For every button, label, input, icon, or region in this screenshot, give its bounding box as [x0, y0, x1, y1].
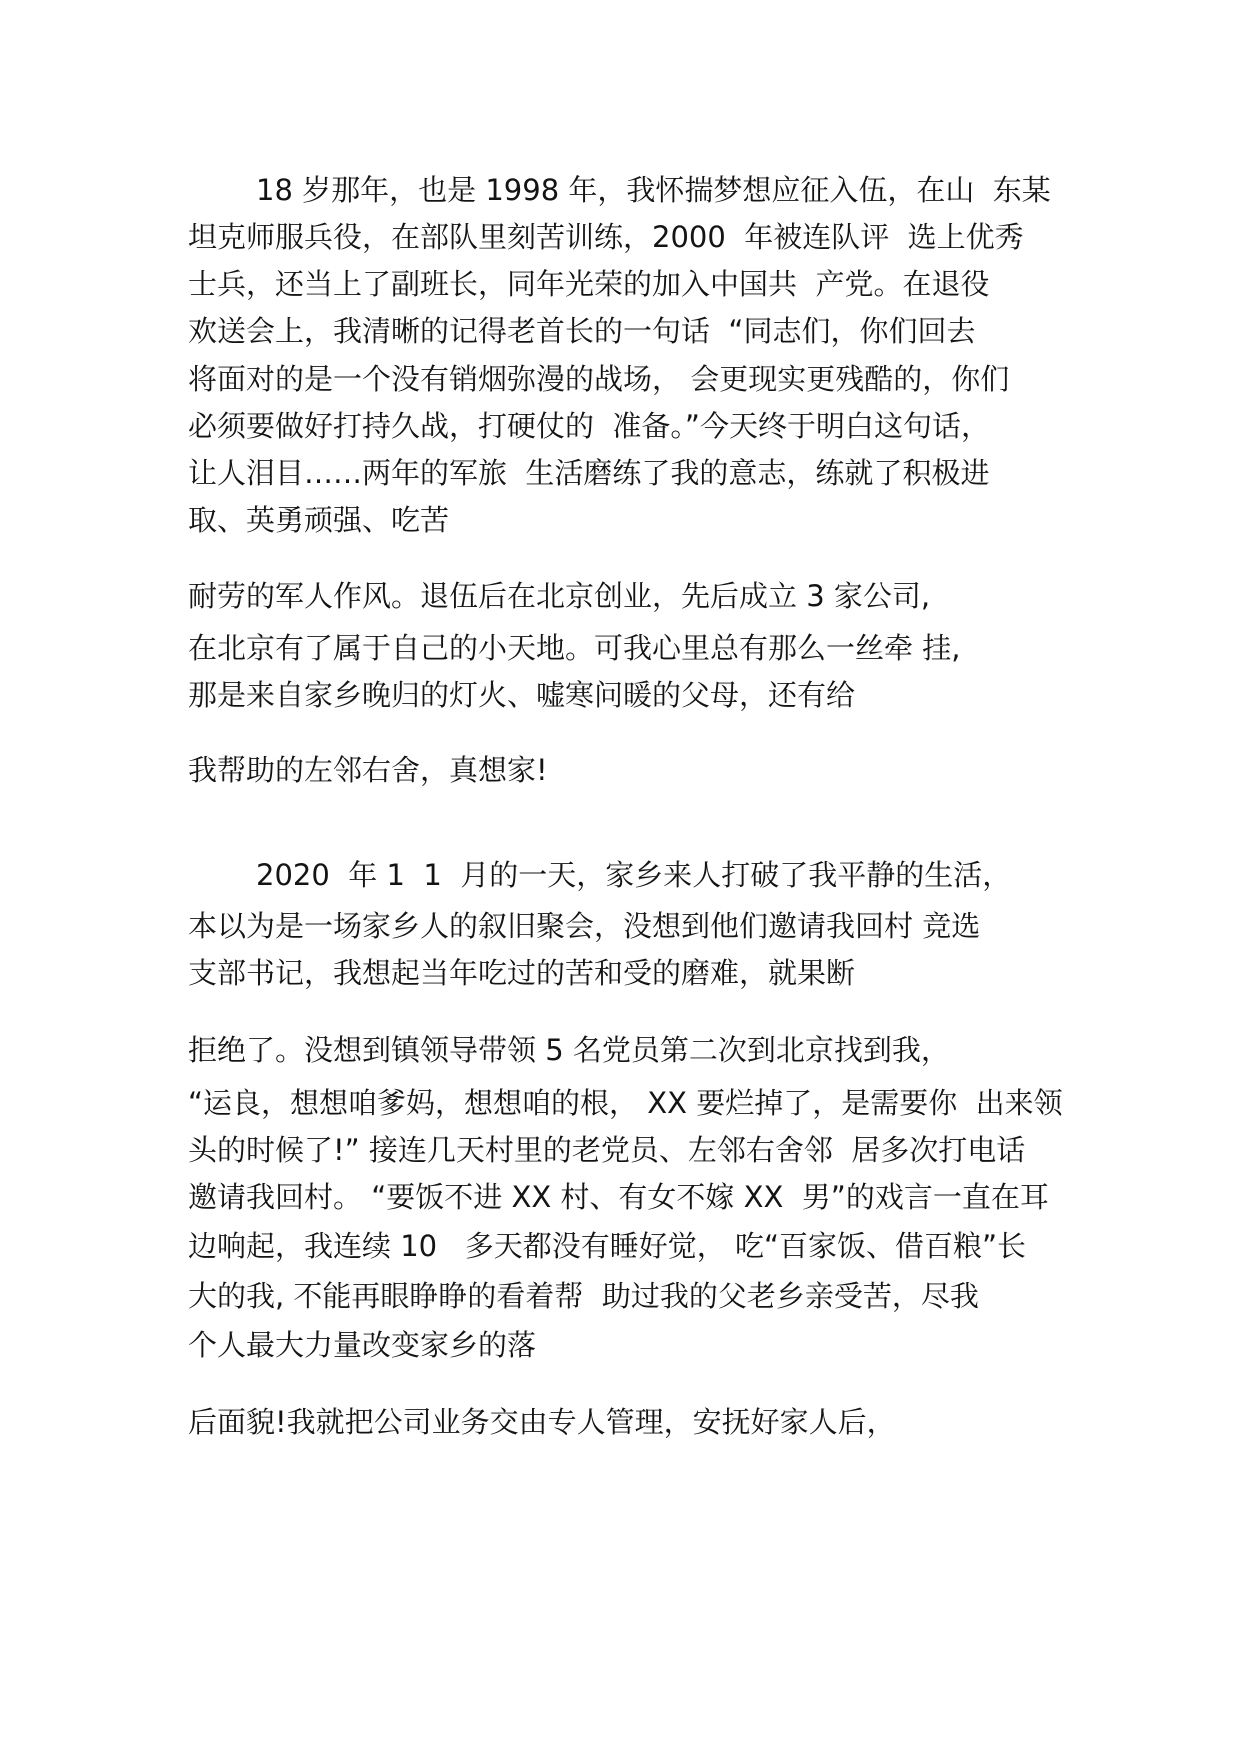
- text-line: 邀请我回村。 “要饭不进 XX 村、有女不嫁 XX 男”的戏言一直在耳: [188, 1180, 1049, 1214]
- text-line: 在北京有了属于自己的小天地。可我心里总有那么一丝牵 挂,: [188, 631, 961, 665]
- text-line: 我帮助的左邻右舍，真想家!: [188, 753, 548, 787]
- text-line: 头的时候了!” 接连几天村里的老党员、左邻右舍邻 居多次打电话: [188, 1133, 1026, 1167]
- text-line: 那是来自家乡晚归的灯火、嘘寒问暖的父母，还有给: [188, 678, 856, 712]
- text-line: 必须要做好打持久战，打硬仗的 准备。”今天终于明白这句话，: [188, 409, 990, 443]
- text-line: 士兵，还当上了副班长，同年光荣的加入中国共 产党。在退役: [188, 267, 990, 301]
- text-line: 坦克师服兵役，在部队里刻苦训练，2000 年被连队评 选上优秀: [188, 220, 1024, 254]
- text-line: 18 岁那年，也是 1998 年，我怀揣梦想应征入伍，在山 东某: [256, 173, 1051, 207]
- text-line: 耐劳的军人作风。退伍后在北京创业，先后成立 3 家公司,: [188, 579, 931, 613]
- text-line: 个人最大力量改变家乡的落: [188, 1328, 537, 1362]
- text-line: 边响起，我连续 10 多天都没有睡好觉， 吃“百家饭、借百粮”长: [188, 1229, 1027, 1263]
- text-line: 将面对的是一个没有销烟弥漫的战场， 会更现实更残酷的，你们: [188, 362, 1010, 396]
- text-line: 拒绝了。没想到镇领导带领 5 名党员第二次到北京找到我，: [188, 1033, 950, 1067]
- text-line: 欢送会上，我清晰的记得老首长的一句话 “同志们，你们回去: [188, 314, 976, 348]
- text-line: 取、英勇顽强、吃苦: [188, 503, 450, 537]
- text-line: 本以为是一场家乡人的叙旧聚会，没想到他们邀请我回村 竞选: [188, 909, 981, 943]
- text-line: 让人泪目……两年的军旅 生活磨练了我的意志，练就了积极进: [188, 456, 990, 490]
- text-line: 2020 年 1 1 月的一天，家乡来人打破了我平静的生活，: [256, 858, 1012, 892]
- text-line: 后面貌!我就把公司业务交由专人管理，安抚好家人后，: [188, 1405, 896, 1439]
- text-line: 支部书记，我想起当年吃过的苦和受的磨难，就果断: [188, 956, 856, 990]
- text-line: “运良，想想咱爹妈，想想咱的根， XX 要烂掉了，是需要你 出来领: [188, 1086, 1063, 1120]
- text-line: 大的我, 不能再眼睁睁的看着帮 助过我的父老乡亲受苦，尽我: [188, 1279, 979, 1313]
